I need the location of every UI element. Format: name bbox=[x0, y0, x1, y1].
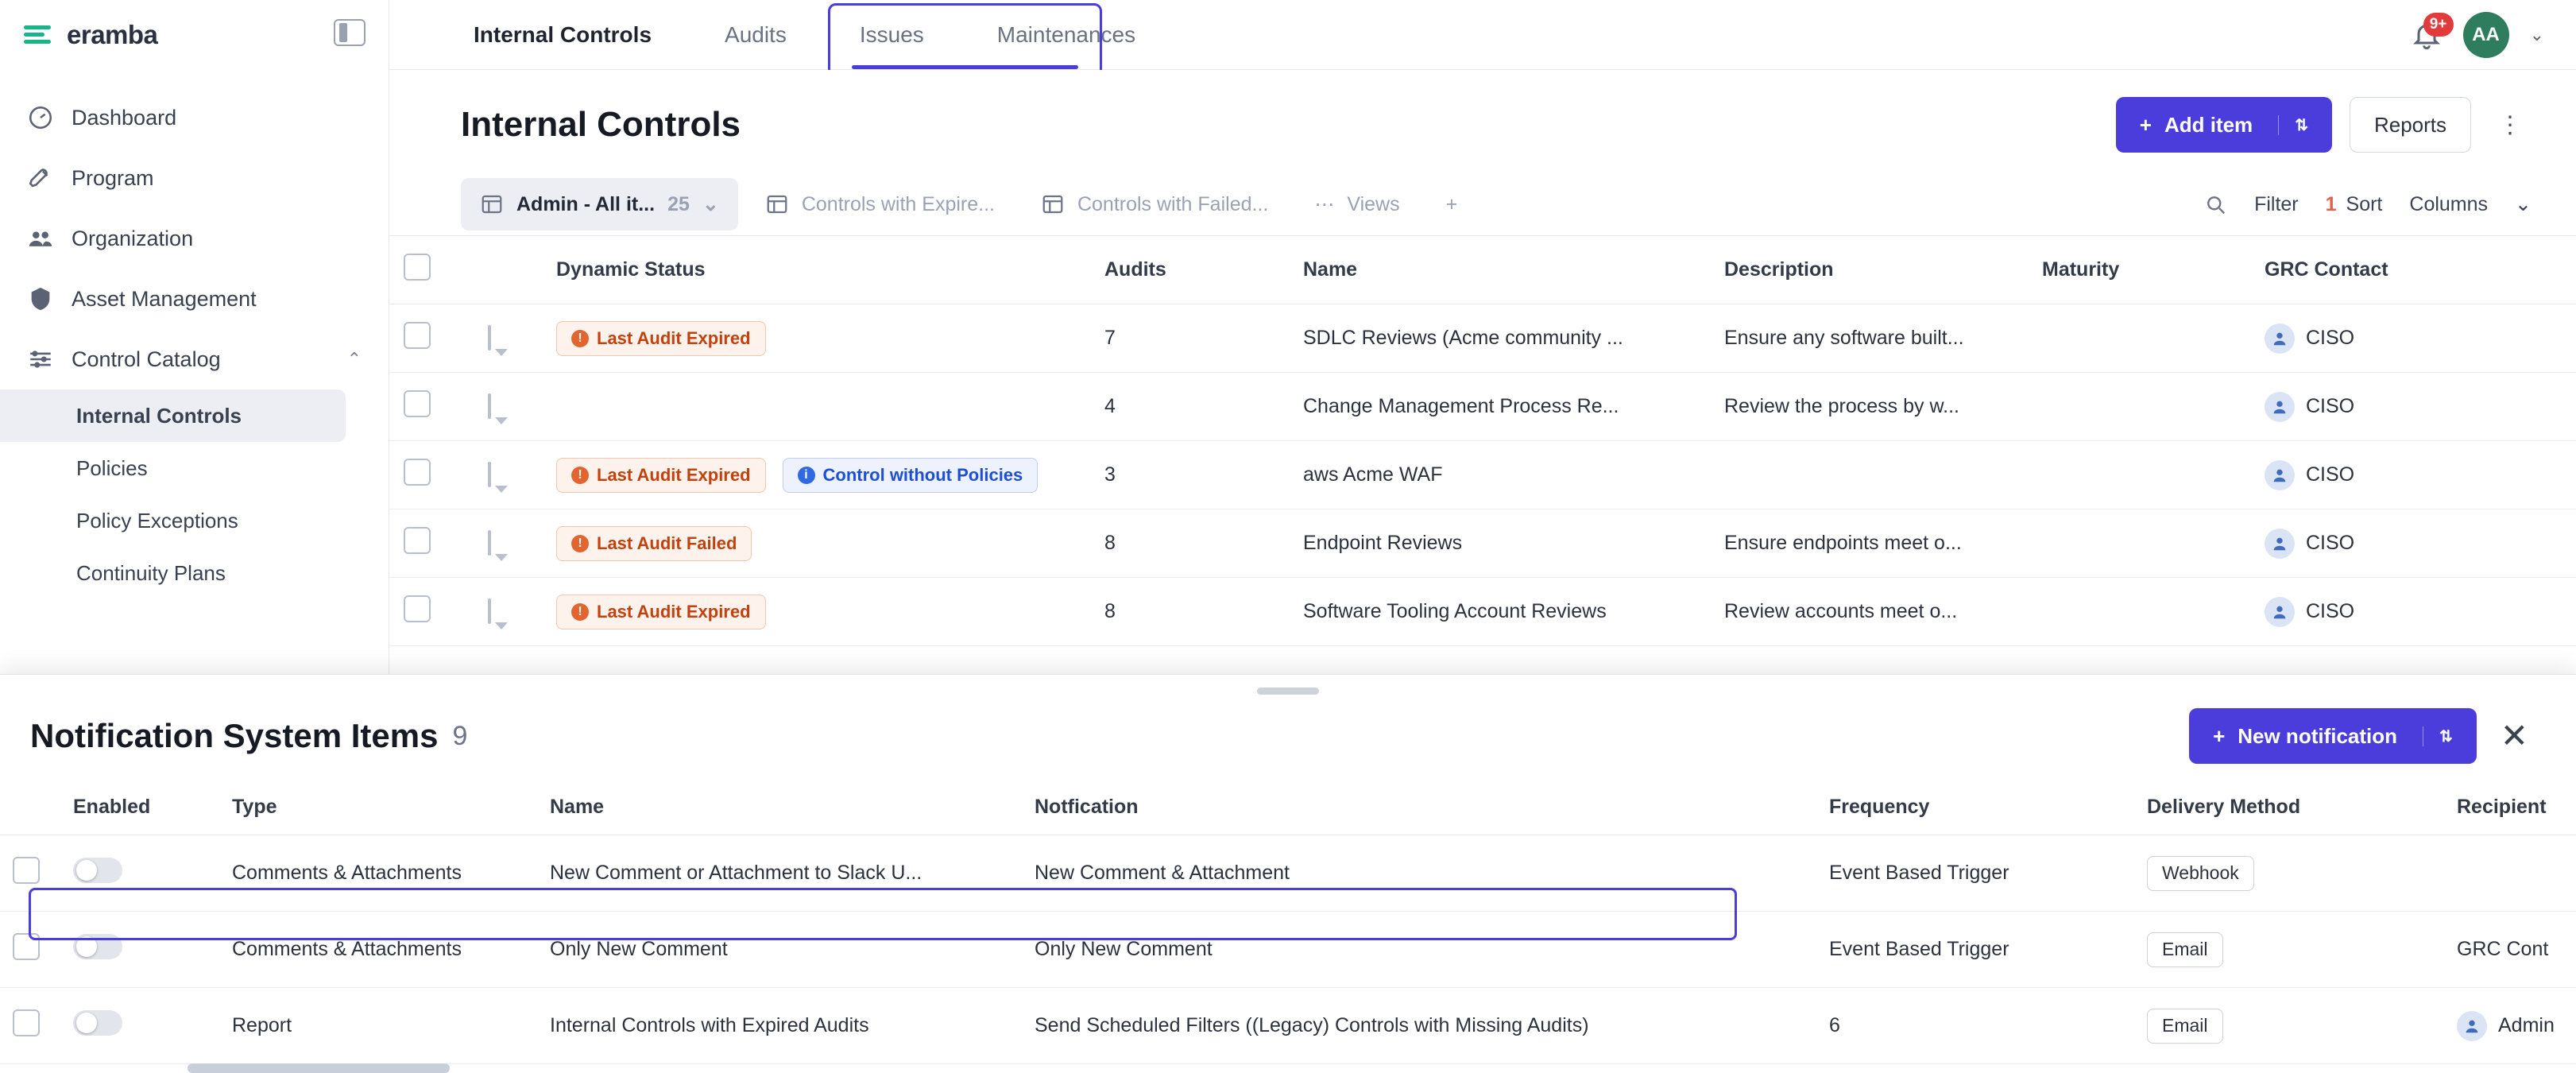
cell-dynamic-status bbox=[542, 373, 1090, 441]
th-grc-contact[interactable]: GRC Contact bbox=[2250, 236, 2576, 304]
row-checkbox[interactable] bbox=[13, 933, 40, 960]
view-bar-tools bbox=[2203, 192, 2532, 216]
cell-dynamic-status bbox=[542, 441, 1090, 509]
user-icon bbox=[2265, 323, 2295, 354]
comment-icon[interactable] bbox=[488, 530, 491, 556]
cell-recipient: GRC Cont bbox=[2444, 912, 2576, 988]
cell-recipient bbox=[2444, 835, 2576, 912]
th-frequency[interactable]: Frequency bbox=[1816, 784, 2134, 835]
status-badge bbox=[556, 321, 766, 356]
cell-maturity bbox=[2028, 578, 2250, 646]
brand-name: eramba bbox=[67, 20, 158, 49]
notifications-table bbox=[0, 784, 2576, 1064]
sidebar-label: Asset Management bbox=[72, 286, 257, 311]
cell-delivery-method bbox=[2134, 988, 2444, 1064]
row-comment-cell bbox=[474, 509, 542, 578]
cell-frequency: 6 bbox=[1816, 988, 2134, 1064]
views-menu[interactable] bbox=[1295, 178, 1418, 230]
cell-enabled bbox=[60, 835, 219, 912]
view-chip-count: 25 bbox=[667, 192, 690, 215]
comment-icon[interactable] bbox=[488, 393, 491, 419]
row-checkbox[interactable] bbox=[13, 1009, 40, 1036]
cell-notification: Send Scheduled Filters ((Legacy) Controls with Missing Audits) bbox=[1022, 988, 1816, 1064]
view-chip-label: Admin - All it... bbox=[516, 192, 656, 215]
contact-label: CISO bbox=[2306, 395, 2355, 417]
cell-name: SDLC Reviews (Acme community ... bbox=[1289, 304, 1710, 373]
page-header bbox=[389, 70, 2576, 169]
cell-audits: 3 bbox=[1090, 441, 1289, 509]
cell-name: Change Management Process Re... bbox=[1289, 373, 1710, 441]
sidebar-label: Control Catalog bbox=[72, 347, 221, 371]
comment-icon[interactable] bbox=[488, 325, 491, 351]
th-notification[interactable]: Notfication bbox=[1022, 784, 1816, 835]
row-checkbox[interactable] bbox=[404, 459, 431, 486]
cell-grc-contact bbox=[2250, 441, 2576, 509]
select-all-checkbox[interactable] bbox=[404, 254, 431, 281]
views-label: Views bbox=[1347, 192, 1400, 215]
contact-label: CISO bbox=[2306, 327, 2355, 349]
table-header-row bbox=[389, 236, 2576, 304]
drawer-header-row bbox=[0, 784, 2576, 835]
tab-issues[interactable] bbox=[823, 0, 961, 70]
filter-button[interactable] bbox=[2254, 193, 2299, 216]
info-icon: i bbox=[798, 467, 815, 484]
row-select-cell bbox=[389, 373, 474, 441]
cell-description: Ensure endpoints meet o... bbox=[1710, 509, 2028, 578]
th-audits[interactable]: Audits bbox=[1090, 236, 1289, 304]
cell-maturity bbox=[2028, 373, 2250, 441]
row-comment-cell bbox=[474, 441, 542, 509]
view-chip-label: Controls with Failed... bbox=[1077, 192, 1269, 215]
th-comments bbox=[474, 236, 542, 304]
cell-audits: 7 bbox=[1090, 304, 1289, 373]
chevron-updown-icon[interactable]: ⇅ bbox=[2278, 115, 2308, 135]
chevron-up-icon[interactable]: ⌃ bbox=[346, 349, 362, 369]
close-icon[interactable]: ✕ bbox=[2500, 717, 2528, 754]
cell-dynamic-status bbox=[542, 578, 1090, 646]
th-select-all bbox=[389, 236, 474, 304]
internal-controls-table bbox=[389, 235, 2576, 646]
plus-icon: + bbox=[1445, 192, 1458, 215]
dots-icon: ⋯ bbox=[1314, 193, 1335, 215]
row-select-cell bbox=[389, 509, 474, 578]
row-comment-cell bbox=[474, 304, 542, 373]
table-row[interactable] bbox=[389, 373, 2576, 441]
sidebar-item-asset-management[interactable] bbox=[0, 269, 389, 329]
tab-strip bbox=[389, 0, 2576, 70]
tab-label: Internal Controls bbox=[474, 22, 652, 47]
sidebar-label: Dashboard bbox=[72, 105, 177, 130]
status-label: Last Audit Expired bbox=[597, 327, 751, 348]
cell-audits: 4 bbox=[1090, 373, 1289, 441]
sidebar-item-internal-controls[interactable] bbox=[0, 389, 346, 442]
cell-frequency: Event Based Trigger bbox=[1816, 835, 2134, 912]
table-row[interactable] bbox=[389, 578, 2576, 646]
drawer-title: Notification System Items bbox=[30, 717, 439, 754]
view-chip-controls-with-failed[interactable] bbox=[1022, 178, 1287, 230]
shield-icon bbox=[27, 285, 54, 312]
notifications-badge: 9+ bbox=[2423, 13, 2454, 37]
chevron-down-icon: ⌄ bbox=[2515, 193, 2532, 215]
view-bar-overflow-icon[interactable] bbox=[2515, 192, 2532, 216]
recipient-label: Admin bbox=[2498, 1014, 2555, 1036]
drawer-row[interactable] bbox=[0, 912, 2576, 988]
cell-grc-contact bbox=[2250, 578, 2576, 646]
sort-count: 1 bbox=[2325, 192, 2337, 215]
alert-icon: ! bbox=[571, 603, 589, 621]
cell-audits: 8 bbox=[1090, 578, 1289, 646]
enabled-toggle[interactable] bbox=[73, 1010, 122, 1036]
sidebar-item-program[interactable] bbox=[0, 148, 389, 208]
user-icon bbox=[2265, 460, 2295, 490]
cell-type: Comments & Attachments bbox=[219, 912, 537, 988]
cell-name: Only New Comment bbox=[537, 912, 1022, 988]
status-badge bbox=[783, 458, 1039, 493]
drawer-row[interactable] bbox=[0, 988, 2576, 1064]
gauge-icon bbox=[27, 104, 54, 131]
cell-name: Internal Controls with Expired Audits bbox=[537, 988, 1022, 1064]
sidebar-label: Program bbox=[72, 165, 154, 190]
sidebar-item-organization[interactable] bbox=[0, 208, 389, 269]
status-label: Control without Policies bbox=[822, 464, 1023, 485]
reports-label: Reports bbox=[2373, 112, 2446, 137]
cell-name: New Comment or Attachment to Slack U... bbox=[537, 835, 1022, 912]
cell-recipient bbox=[2444, 988, 2576, 1064]
table-row[interactable] bbox=[389, 304, 2576, 373]
cell-dynamic-status bbox=[542, 304, 1090, 373]
tab-active-underline bbox=[852, 65, 1078, 69]
rocket-icon bbox=[27, 165, 54, 192]
top-bar-actions bbox=[2411, 0, 2544, 70]
sidebar-item-control-catalog[interactable] bbox=[0, 329, 389, 389]
row-select-cell bbox=[0, 912, 60, 988]
tab-internal-controls[interactable] bbox=[437, 0, 688, 70]
row-select-cell bbox=[389, 441, 474, 509]
cell-maturity bbox=[2028, 509, 2250, 578]
table-row[interactable] bbox=[389, 441, 2576, 509]
layers-icon bbox=[27, 346, 54, 373]
contact-label: CISO bbox=[2306, 600, 2355, 622]
th-enabled[interactable]: Enabled bbox=[60, 784, 219, 835]
notification-system-items-drawer bbox=[0, 674, 2576, 1073]
cell-grc-contact bbox=[2250, 373, 2576, 441]
sidebar-label: Organization bbox=[72, 226, 194, 250]
user-icon bbox=[2265, 597, 2295, 627]
cell-notification: New Comment & Attachment bbox=[1022, 835, 1816, 912]
eramba-logo-icon bbox=[24, 21, 56, 48]
cell-delivery-method bbox=[2134, 835, 2444, 912]
contact-label: CISO bbox=[2306, 532, 2355, 554]
columns-label: Columns bbox=[2409, 192, 2489, 215]
row-comment-cell bbox=[474, 578, 542, 646]
delivery-tag: Email bbox=[2147, 1009, 2223, 1044]
table-row[interactable] bbox=[389, 509, 2576, 578]
view-bar bbox=[389, 169, 2576, 235]
cell-maturity bbox=[2028, 304, 2250, 373]
cell-enabled bbox=[60, 912, 219, 988]
main-content bbox=[389, 70, 2576, 674]
delivery-tag: Webhook bbox=[2147, 856, 2254, 891]
drawer-resize-handle[interactable] bbox=[1257, 688, 1319, 695]
chevron-down-icon[interactable]: ⌄ bbox=[2529, 25, 2544, 45]
cell-description: Review the process by w... bbox=[1710, 373, 2028, 441]
plus-icon: + bbox=[2213, 723, 2226, 748]
reports-button[interactable] bbox=[2350, 97, 2471, 153]
sidebar-collapse-button[interactable] bbox=[334, 19, 366, 46]
people-icon bbox=[27, 225, 54, 252]
row-checkbox[interactable] bbox=[404, 322, 431, 349]
horizontal-scrollbar[interactable] bbox=[188, 1063, 450, 1073]
th-name[interactable]: Name bbox=[537, 784, 1022, 835]
th-delivery-method[interactable]: Delivery Method bbox=[2134, 784, 2444, 835]
search-button[interactable] bbox=[2203, 192, 2227, 216]
row-checkbox[interactable] bbox=[404, 527, 431, 554]
table-icon bbox=[1041, 192, 1065, 216]
cell-type: Comments & Attachments bbox=[219, 835, 537, 912]
avatar[interactable]: AA bbox=[2463, 12, 2509, 58]
enabled-toggle[interactable] bbox=[73, 858, 122, 883]
cell-enabled bbox=[60, 988, 219, 1064]
th-name[interactable]: Name bbox=[1289, 236, 1710, 304]
view-chip-admin-all-items[interactable] bbox=[461, 178, 738, 230]
cell-dynamic-status bbox=[542, 509, 1090, 578]
th-description[interactable]: Description bbox=[1710, 236, 2028, 304]
drawer-count: 9 bbox=[452, 720, 468, 751]
cell-name: Software Tooling Account Reviews bbox=[1289, 578, 1710, 646]
page-header-actions bbox=[2116, 97, 2532, 153]
comment-icon[interactable] bbox=[488, 462, 491, 487]
cell-grc-contact bbox=[2250, 509, 2576, 578]
delivery-tag: Email bbox=[2147, 932, 2223, 967]
cell-audits: 8 bbox=[1090, 509, 1289, 578]
sort-label: Sort bbox=[2346, 192, 2383, 215]
tab-label: Maintenances bbox=[996, 22, 1136, 47]
th-type[interactable]: Type bbox=[219, 784, 537, 835]
comment-icon[interactable] bbox=[488, 598, 491, 624]
tab-label: Audits bbox=[725, 22, 787, 47]
primary-nav bbox=[0, 87, 389, 599]
chevron-updown-icon[interactable]: ⇅ bbox=[2423, 726, 2453, 746]
row-select-cell bbox=[389, 578, 474, 646]
cell-notification: Only New Comment bbox=[1022, 912, 1816, 988]
top-bar bbox=[389, 0, 2576, 70]
cell-type: Report bbox=[219, 988, 537, 1064]
add-view-button[interactable] bbox=[1427, 178, 1477, 230]
page-title: Internal Controls bbox=[461, 105, 741, 144]
tab-label: Issues bbox=[859, 22, 924, 47]
user-icon bbox=[2265, 392, 2295, 422]
drawer-row[interactable] bbox=[0, 835, 2576, 912]
row-select-cell bbox=[0, 835, 60, 912]
add-item-button[interactable] bbox=[2116, 97, 2332, 153]
cell-name: Endpoint Reviews bbox=[1289, 509, 1710, 578]
th-recipient[interactable]: Recipient bbox=[2444, 784, 2576, 835]
status-label: Last Audit Failed bbox=[597, 533, 737, 553]
cell-maturity bbox=[2028, 441, 2250, 509]
sidebar-item-policy-exceptions[interactable] bbox=[0, 494, 389, 547]
sort-button[interactable] bbox=[2326, 193, 2383, 216]
plus-icon: + bbox=[2139, 112, 2152, 137]
user-icon bbox=[2457, 1011, 2487, 1041]
new-notification-button[interactable] bbox=[2189, 708, 2477, 764]
th-dynamic-status[interactable]: Dynamic Status bbox=[542, 236, 1090, 304]
status-badge bbox=[556, 526, 752, 561]
table-icon bbox=[480, 192, 504, 216]
alert-icon: ! bbox=[571, 467, 589, 484]
cell-delivery-method bbox=[2134, 912, 2444, 988]
row-select-cell bbox=[0, 988, 60, 1064]
enabled-toggle[interactable] bbox=[73, 934, 122, 959]
tab-maintenances[interactable] bbox=[961, 0, 1172, 70]
filter-label: Filter bbox=[2254, 192, 2299, 215]
notifications-bell-icon[interactable] bbox=[2411, 16, 2447, 51]
brand bbox=[0, 0, 389, 70]
status-badge bbox=[556, 595, 766, 629]
chevron-down-icon[interactable]: ⌄ bbox=[702, 193, 719, 215]
sidebar-sublabel: Continuity Plans bbox=[76, 560, 226, 585]
th-select bbox=[0, 784, 60, 835]
table-icon bbox=[765, 192, 789, 216]
row-comment-cell bbox=[474, 373, 542, 441]
row-select-cell bbox=[389, 304, 474, 373]
cell-name: aws Acme WAF bbox=[1289, 441, 1710, 509]
alert-icon: ! bbox=[571, 330, 589, 347]
row-checkbox[interactable] bbox=[13, 857, 40, 884]
sidebar-sublabel: Policies bbox=[76, 455, 148, 480]
row-checkbox[interactable] bbox=[404, 390, 431, 417]
sidebar-item-dashboard[interactable] bbox=[0, 87, 389, 148]
tab-audits[interactable] bbox=[688, 0, 823, 70]
view-chip-controls-with-expired[interactable] bbox=[746, 178, 1014, 230]
cell-frequency: Event Based Trigger bbox=[1816, 912, 2134, 988]
new-notification-label: New notification bbox=[2238, 723, 2398, 748]
cell-description: Ensure any software built... bbox=[1710, 304, 2028, 373]
row-checkbox[interactable] bbox=[404, 595, 431, 622]
drawer-header-actions bbox=[2189, 708, 2528, 764]
sidebar-sublabel: Policy Exceptions bbox=[76, 508, 238, 533]
sidebar-item-policies[interactable] bbox=[0, 442, 389, 494]
add-item-label: Add item bbox=[2164, 112, 2253, 137]
view-chip-label: Controls with Expire... bbox=[801, 192, 995, 215]
status-label: Last Audit Expired bbox=[597, 464, 751, 485]
th-maturity[interactable]: Maturity bbox=[2028, 236, 2250, 304]
columns-button[interactable] bbox=[2409, 193, 2488, 216]
alert-icon: ! bbox=[571, 535, 589, 552]
search-icon bbox=[2203, 192, 2227, 216]
cell-grc-contact bbox=[2250, 304, 2576, 373]
sidebar-sublabel: Internal Controls bbox=[76, 403, 242, 428]
cell-description: Review accounts meet o... bbox=[1710, 578, 2028, 646]
contact-label: CISO bbox=[2306, 463, 2355, 486]
cell-description bbox=[1710, 441, 2028, 509]
sidebar-item-continuity-plans[interactable] bbox=[0, 547, 389, 599]
status-badge bbox=[556, 458, 766, 493]
user-icon bbox=[2265, 529, 2295, 559]
more-options-icon[interactable]: ⋮ bbox=[2498, 111, 2522, 138]
status-label: Last Audit Expired bbox=[597, 601, 751, 622]
